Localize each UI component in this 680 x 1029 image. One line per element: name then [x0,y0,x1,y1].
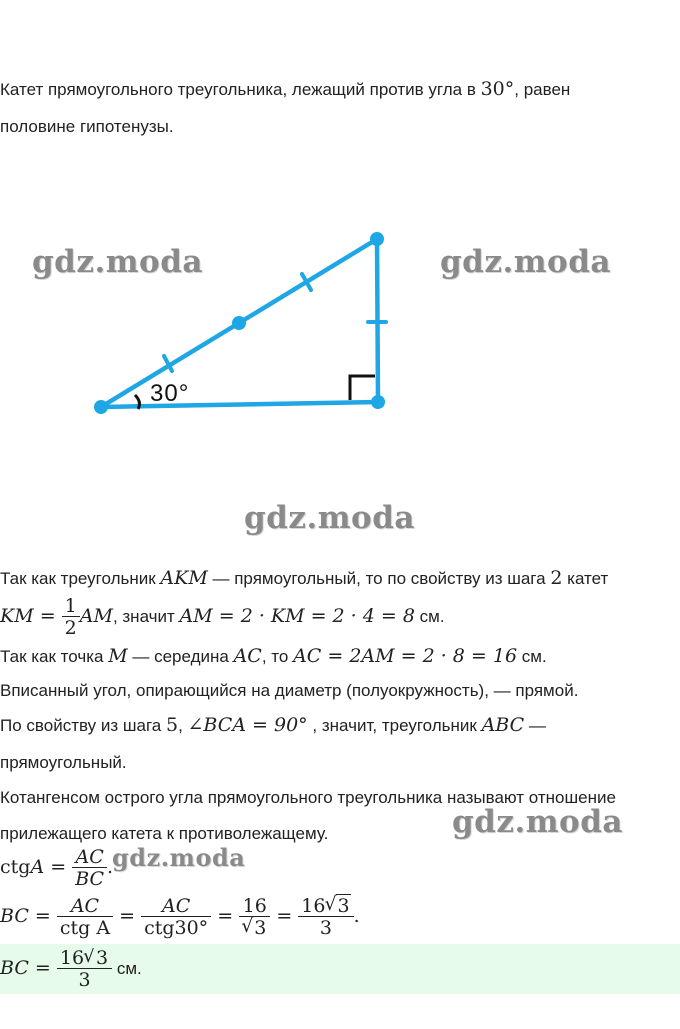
bc: BC [0,904,29,927]
formula-am: AM = 2 · KM = 2 · 4 = 8 [179,604,415,627]
angle-a: A [30,855,45,878]
fraction-4 [298,896,353,939]
formula-bc [0,896,360,939]
text: — середина [127,647,234,666]
denominator: 3 [298,916,353,939]
eq: = [28,904,57,927]
text: катет [562,569,609,588]
text: — [524,716,546,735]
triangle-akm: AKM [160,567,208,589]
vertex-a [94,400,108,414]
formula-ctg [0,847,113,890]
formula-angle: ∠BCA = 90° [187,714,308,736]
fraction-3 [239,896,270,939]
numerator [298,896,353,916]
answer-line [0,948,142,994]
denominator [239,916,270,939]
step-line-8: прилежащего катета к противолежащему. [0,824,329,843]
denominator: 3 [57,968,112,991]
triangle-abc: ABC [481,714,525,736]
radicand: 3 [254,917,267,939]
watermark-3: gdz.moda [244,500,415,536]
point-m: M [108,645,128,667]
eq: = [113,904,142,927]
numerator: AC [70,895,100,917]
text: , значит [112,606,180,626]
period: . [107,855,114,878]
watermark-5: gdz.moda [112,843,246,872]
intro-text-end: , равен [514,80,571,99]
eq: = [33,604,62,627]
intro-line-2: половине гипотенузы. [0,117,174,136]
midpoint [232,316,246,330]
watermark-4: gdz.moda [452,804,623,840]
eq: = [28,956,57,979]
sqrt [84,948,109,968]
text: , [178,716,188,735]
denominator: ctg30° [141,916,211,939]
km: KM [0,604,34,627]
angle-30-text: 30° [480,78,515,100]
fraction-2 [141,896,211,939]
vertex-top [370,232,384,246]
fraction-1 [57,896,113,939]
eq: = [270,904,299,927]
coef: 16 [59,948,85,969]
watermark-2: gdz.moda [440,244,611,280]
text: По свойству из шага [0,716,166,735]
numerator [57,948,112,968]
coef: 16 [301,895,326,917]
text: , то [261,647,294,666]
fraction-ac-bc [72,847,107,890]
angle-label: 30° [150,380,190,407]
tick-marks [164,274,386,371]
vertex-right [371,395,385,409]
numerator: AC [75,846,104,868]
step-line-4: Вписанный угол, опирающийся на диаметр (полуокружность), — прямой. [0,681,579,700]
eq: = [44,855,73,878]
formula-ac: AC = 2AM = 2 · 8 = 16 [293,645,518,667]
step-line-1 [0,567,608,589]
step-line-5 [0,714,546,736]
eq: = [211,904,240,927]
intro-line-1 [0,78,570,100]
denominator: 2 [62,616,80,639]
text: Так как точка [0,647,109,666]
text: , значит, треугольник [307,716,482,735]
leg-horizontal [101,402,378,407]
step-line-7: Котангенсом острого угла прямоугольного треугольника называют отношение [0,788,616,807]
unit: см. [517,647,547,666]
step-line-3 [0,645,547,667]
ctg: ctg [0,855,31,878]
unit: см. [414,606,445,626]
fraction-answer [57,948,112,991]
radicand: 3 [96,948,109,969]
radicand: 3 [337,895,350,917]
watermark-1: gdz.moda [32,244,203,280]
denominator: BC [72,867,107,890]
segment-ac: AC [233,645,262,667]
period: . [353,904,360,927]
step-line-2 [0,596,445,639]
bc: BC [0,956,29,979]
sqrt [325,896,350,916]
step-number: 5 [165,714,179,736]
denominator: ctg A [57,916,113,939]
fraction-half [62,596,80,639]
step-line-6: прямоугольный. [0,753,127,772]
sqrt [242,917,267,939]
unit: см. [112,958,142,978]
text: — прямоугольный, то по свойству из шага [207,569,551,588]
text: Так как треугольник [0,569,161,588]
am: AM [79,604,113,627]
numerator: 1 [64,595,77,617]
step-number: 2 [550,567,563,589]
right-angle-mark [350,376,375,400]
intro-text: Катет прямоугольного треугольника, лежащий против угла в [0,80,481,99]
numerator: 16 [242,895,267,917]
numerator: AC [161,895,191,917]
